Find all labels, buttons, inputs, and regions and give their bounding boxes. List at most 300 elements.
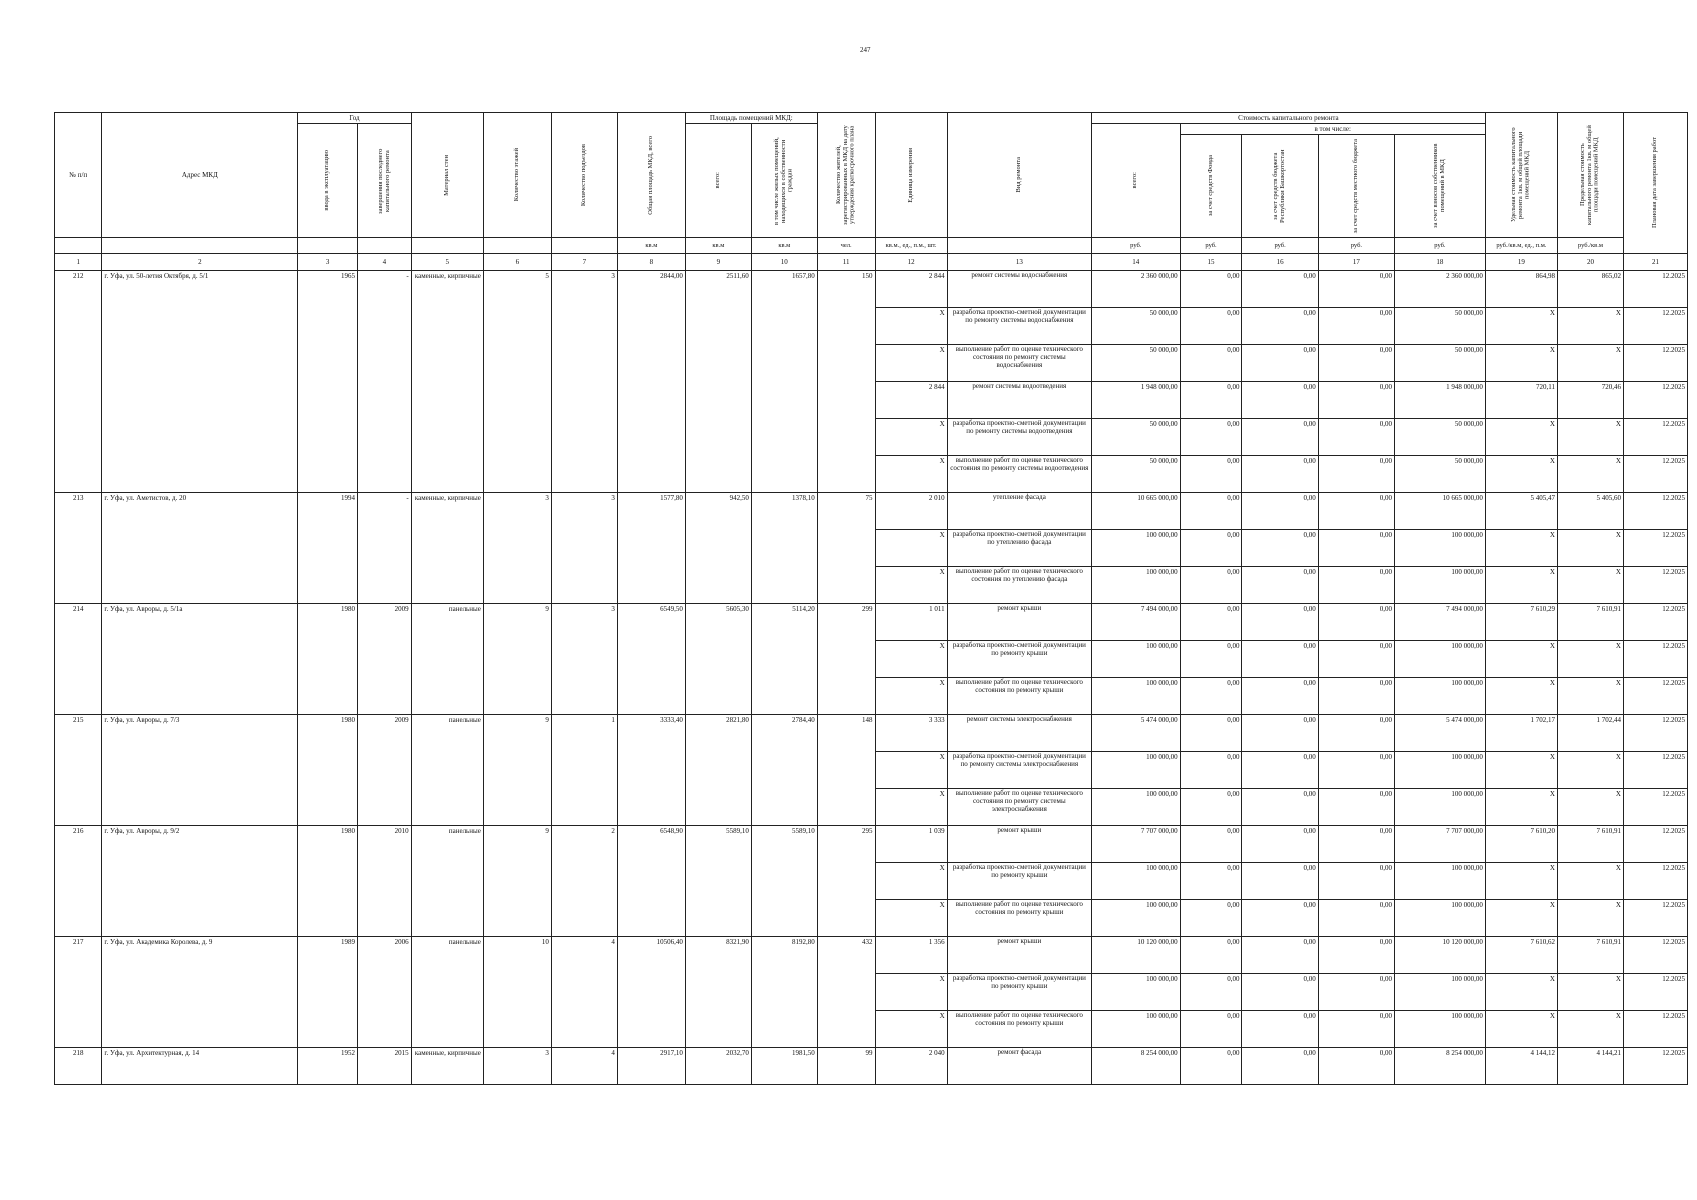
row-residents: 299 [817, 604, 875, 715]
table-row [55, 1048, 1688, 1085]
work-cost-total: 50 000,00 [1091, 419, 1180, 456]
work-cost-local: 0,00 [1318, 493, 1394, 530]
work-cost-republic: 0,00 [1242, 1011, 1318, 1048]
work-cost-fund: 0,00 [1180, 1048, 1242, 1085]
unit-area-total: кв.м [685, 238, 751, 254]
work-plan-date: 12.2025 [1623, 604, 1687, 641]
work-type: ремонт крыши [947, 826, 1091, 863]
unit-max-cost: руб./кв.м [1557, 238, 1623, 254]
work-unit: X [875, 789, 947, 826]
row-total-area: 2917,10 [617, 1048, 685, 1085]
row-area-private: 8192,80 [751, 937, 817, 1048]
work-plan-date: 12.2025 [1623, 715, 1687, 752]
row-wall-material: каменные, кирпичные [411, 493, 483, 604]
work-unit-cost: X [1485, 567, 1557, 604]
work-cost-republic: 0,00 [1242, 604, 1318, 641]
work-max-cost: X [1557, 419, 1623, 456]
row-residents: 99 [817, 1048, 875, 1085]
column-number: 14 [1091, 254, 1180, 271]
work-plan-date: 12.2025 [1623, 937, 1687, 974]
table-row [55, 604, 1688, 641]
work-plan-date: 12.2025 [1623, 678, 1687, 715]
work-cost-local: 0,00 [1318, 271, 1394, 308]
work-cost-republic: 0,00 [1242, 900, 1318, 937]
work-unit: 2 844 [875, 271, 947, 308]
work-cost-local: 0,00 [1318, 715, 1394, 752]
work-cost-local: 0,00 [1318, 678, 1394, 715]
column-number: 19 [1485, 254, 1557, 271]
work-cost-local: 0,00 [1318, 937, 1394, 974]
work-max-cost: X [1557, 456, 1623, 493]
row-year-last-repair: - [358, 493, 412, 604]
work-unit: X [875, 1011, 947, 1048]
header-residents: Количество жителей, зарегистрированных в МКД на дату утверждения краткосрочного плана [817, 113, 875, 238]
work-plan-date: 12.2025 [1623, 567, 1687, 604]
work-cost-owners: 10 665 000,00 [1395, 493, 1486, 530]
work-type: разработка проектно-сметной документации по утеплению фасада [947, 530, 1091, 567]
work-type: ремонт крыши [947, 937, 1091, 974]
row-area-total: 942,50 [685, 493, 751, 604]
unit-cost-owners: руб. [1395, 238, 1486, 254]
work-type: ремонт системы водоотведения [947, 382, 1091, 419]
work-cost-owners: 7 707 000,00 [1395, 826, 1486, 863]
column-number: 18 [1395, 254, 1486, 271]
row-area-total: 2511,60 [685, 271, 751, 493]
work-type: выполнение работ по оценке технического состояния по ремонту крыши [947, 1011, 1091, 1048]
work-type: ремонт системы водоснабжения [947, 271, 1091, 308]
work-cost-total: 10 665 000,00 [1091, 493, 1180, 530]
work-max-cost: X [1557, 974, 1623, 1011]
header-work-type: Вид ремонта [947, 113, 1091, 238]
unit-residents: чел. [817, 238, 875, 254]
column-number: 15 [1180, 254, 1242, 271]
work-unit-cost: 4 144,12 [1485, 1048, 1557, 1085]
work-type: выполнение работ по оценке технического состояния по ремонту крыши [947, 678, 1091, 715]
row-address: г. Уфа, ул. Аметистов, д. 20 [102, 493, 298, 604]
work-plan-date: 12.2025 [1623, 641, 1687, 678]
work-cost-total: 50 000,00 [1091, 456, 1180, 493]
header-cost-total: всего: [1091, 124, 1180, 238]
work-cost-total: 8 254 000,00 [1091, 1048, 1180, 1085]
work-type: разработка проектно-сметной документации по ремонту крыши [947, 863, 1091, 900]
row-entrances: 4 [551, 1048, 617, 1085]
column-number: 5 [411, 254, 483, 271]
work-type: разработка проектно-сметной документации по ремонту системы водоотведения [947, 419, 1091, 456]
row-residents: 148 [817, 715, 875, 826]
row-area-total: 8321,90 [685, 937, 751, 1048]
work-plan-date: 12.2025 [1623, 789, 1687, 826]
work-cost-republic: 0,00 [1242, 567, 1318, 604]
work-cost-fund: 0,00 [1180, 974, 1242, 1011]
work-cost-local: 0,00 [1318, 826, 1394, 863]
row-residents: 75 [817, 493, 875, 604]
row-year-last-repair: 2006 [358, 937, 412, 1048]
row-residents: 295 [817, 826, 875, 937]
row-total-area: 2844,00 [617, 271, 685, 493]
table-header [55, 113, 1688, 271]
work-type: ремонт крыши [947, 604, 1091, 641]
work-cost-fund: 0,00 [1180, 382, 1242, 419]
work-unit-cost: X [1485, 752, 1557, 789]
row-year-commission: 1965 [298, 271, 358, 493]
header-area-group: Площадь помещений МКД: [685, 113, 817, 124]
row-number: 214 [55, 604, 102, 715]
row-floors: 9 [483, 715, 551, 826]
work-unit-cost: X [1485, 308, 1557, 345]
column-number: 2 [102, 254, 298, 271]
work-cost-owners: 100 000,00 [1395, 752, 1486, 789]
work-unit-cost: X [1485, 456, 1557, 493]
header-entrances: Количество подъездов [551, 113, 617, 238]
row-floors: 9 [483, 826, 551, 937]
work-max-cost: 865,02 [1557, 271, 1623, 308]
row-area-private: 2784,40 [751, 715, 817, 826]
work-cost-owners: 100 000,00 [1395, 900, 1486, 937]
work-unit-cost: 1 702,17 [1485, 715, 1557, 752]
column-number: 17 [1318, 254, 1394, 271]
work-cost-owners: 100 000,00 [1395, 863, 1486, 900]
work-cost-fund: 0,00 [1180, 604, 1242, 641]
header-cost-owners: за счет взносов собственников помещений в МКД [1395, 135, 1486, 238]
work-cost-local: 0,00 [1318, 530, 1394, 567]
row-wall-material: панельные [411, 937, 483, 1048]
work-plan-date: 12.2025 [1623, 456, 1687, 493]
row-floors: 5 [483, 271, 551, 493]
work-cost-total: 100 000,00 [1091, 641, 1180, 678]
work-unit: X [875, 678, 947, 715]
row-address: г. Уфа, ул. Академика Королева, д. 9 [102, 937, 298, 1048]
work-plan-date: 12.2025 [1623, 974, 1687, 1011]
work-type: утепление фасада [947, 493, 1091, 530]
work-plan-date: 12.2025 [1623, 900, 1687, 937]
work-cost-republic: 0,00 [1242, 493, 1318, 530]
row-entrances: 2 [551, 826, 617, 937]
work-cost-fund: 0,00 [1180, 715, 1242, 752]
work-cost-owners: 2 360 000,00 [1395, 271, 1486, 308]
header-year-commission: ввода в эксплуатацию [298, 124, 358, 238]
header-plan-date: Плановая дата завершения работ [1623, 113, 1687, 254]
row-entrances: 1 [551, 715, 617, 826]
work-unit: 1 011 [875, 604, 947, 641]
work-cost-fund: 0,00 [1180, 752, 1242, 789]
work-unit: X [875, 456, 947, 493]
work-cost-total: 5 474 000,00 [1091, 715, 1180, 752]
work-plan-date: 12.2025 [1623, 345, 1687, 382]
column-number: 11 [817, 254, 875, 271]
page-number: 247 [860, 46, 871, 54]
work-unit: 2 010 [875, 493, 947, 530]
unit-cost-fund: руб. [1180, 238, 1242, 254]
table-row [55, 493, 1688, 530]
work-max-cost: X [1557, 678, 1623, 715]
row-floors: 3 [483, 493, 551, 604]
work-unit-cost: X [1485, 789, 1557, 826]
work-unit-cost: X [1485, 1011, 1557, 1048]
work-cost-total: 50 000,00 [1091, 308, 1180, 345]
work-plan-date: 12.2025 [1623, 826, 1687, 863]
row-area-private: 1657,80 [751, 271, 817, 493]
row-area-private: 1981,50 [751, 1048, 817, 1085]
row-address: г. Уфа, ул. Авроры, д. 7/3 [102, 715, 298, 826]
header-unit-cost: Удельная стоимость капитального ремонта 1кв. м общей площади помещений МКД [1485, 113, 1557, 238]
header-total-area: Общая площадь МКД, всего [617, 113, 685, 238]
work-max-cost: X [1557, 308, 1623, 345]
row-address: г. Уфа, ул. Авроры, д. 5/1а [102, 604, 298, 715]
work-max-cost: X [1557, 1011, 1623, 1048]
work-cost-total: 100 000,00 [1091, 900, 1180, 937]
work-cost-owners: 100 000,00 [1395, 567, 1486, 604]
column-number: 4 [358, 254, 412, 271]
row-year-commission: 1994 [298, 493, 358, 604]
work-plan-date: 12.2025 [1623, 308, 1687, 345]
work-plan-date: 12.2025 [1623, 419, 1687, 456]
work-cost-republic: 0,00 [1242, 345, 1318, 382]
work-cost-republic: 0,00 [1242, 937, 1318, 974]
header-year-last-repair: завершения последнего капитального ремонта [358, 124, 412, 238]
column-number: 13 [947, 254, 1091, 271]
work-unit-cost: X [1485, 530, 1557, 567]
row-floors: 10 [483, 937, 551, 1048]
work-unit: X [875, 900, 947, 937]
work-cost-local: 0,00 [1318, 789, 1394, 826]
row-total-area: 6548,90 [617, 826, 685, 937]
work-unit-cost: 7 610,20 [1485, 826, 1557, 863]
row-year-last-repair: 2009 [358, 604, 412, 715]
work-unit: 1 356 [875, 937, 947, 974]
work-cost-fund: 0,00 [1180, 271, 1242, 308]
work-cost-owners: 100 000,00 [1395, 641, 1486, 678]
work-cost-owners: 50 000,00 [1395, 456, 1486, 493]
work-max-cost: X [1557, 789, 1623, 826]
work-unit-cost: X [1485, 345, 1557, 382]
work-cost-republic: 0,00 [1242, 752, 1318, 789]
row-year-commission: 1980 [298, 715, 358, 826]
work-cost-local: 0,00 [1318, 456, 1394, 493]
work-cost-republic: 0,00 [1242, 308, 1318, 345]
work-cost-total: 50 000,00 [1091, 345, 1180, 382]
column-numbers-row [55, 254, 1688, 271]
row-number: 218 [55, 1048, 102, 1085]
work-cost-local: 0,00 [1318, 567, 1394, 604]
work-cost-fund: 0,00 [1180, 530, 1242, 567]
row-entrances: 4 [551, 937, 617, 1048]
row-residents: 150 [817, 271, 875, 493]
work-max-cost: X [1557, 530, 1623, 567]
work-cost-local: 0,00 [1318, 752, 1394, 789]
row-area-private: 5114,20 [751, 604, 817, 715]
work-cost-republic: 0,00 [1242, 789, 1318, 826]
header-wall-material: Материал стен [411, 113, 483, 238]
column-number: 21 [1623, 254, 1687, 271]
work-cost-local: 0,00 [1318, 863, 1394, 900]
work-unit: 2 040 [875, 1048, 947, 1085]
work-max-cost: 5 405,60 [1557, 493, 1623, 530]
row-entrances: 3 [551, 604, 617, 715]
unit-area-private: кв.м [751, 238, 817, 254]
work-plan-date: 12.2025 [1623, 752, 1687, 789]
work-max-cost: 7 610,91 [1557, 937, 1623, 974]
work-unit: X [875, 752, 947, 789]
work-type: разработка проектно-сметной документации по ремонту крыши [947, 641, 1091, 678]
work-cost-fund: 0,00 [1180, 308, 1242, 345]
work-max-cost: 720,46 [1557, 382, 1623, 419]
header-year-group: Год [298, 113, 411, 124]
work-cost-republic: 0,00 [1242, 863, 1318, 900]
work-unit-cost: X [1485, 641, 1557, 678]
work-cost-republic: 0,00 [1242, 641, 1318, 678]
row-total-area: 6549,50 [617, 604, 685, 715]
work-type: выполнение работ по оценке технического состояния по ремонту системы электроснабжения [947, 789, 1091, 826]
work-cost-fund: 0,00 [1180, 419, 1242, 456]
work-cost-fund: 0,00 [1180, 900, 1242, 937]
work-cost-republic: 0,00 [1242, 419, 1318, 456]
header-cost-fund: за счет средств Фонда [1180, 135, 1242, 238]
work-max-cost: X [1557, 863, 1623, 900]
work-cost-total: 100 000,00 [1091, 752, 1180, 789]
work-type: выполнение работ по оценке технического состояния по ремонту системы водоотведения [947, 456, 1091, 493]
work-unit-cost: 7 610,29 [1485, 604, 1557, 641]
row-area-total: 2821,80 [685, 715, 751, 826]
work-unit: X [875, 974, 947, 1011]
column-number: 3 [298, 254, 358, 271]
work-cost-fund: 0,00 [1180, 641, 1242, 678]
work-cost-republic: 0,00 [1242, 456, 1318, 493]
table-row [55, 826, 1688, 863]
column-number: 16 [1242, 254, 1318, 271]
work-type: выполнение работ по оценке технического состояния по ремонту крыши [947, 900, 1091, 937]
header-cost-local: за счет средств местного бюджета [1318, 135, 1394, 238]
column-number: 12 [875, 254, 947, 271]
row-year-last-repair: 2010 [358, 826, 412, 937]
work-cost-local: 0,00 [1318, 974, 1394, 1011]
row-address: г. Уфа, ул. Авроры, д. 9/2 [102, 826, 298, 937]
work-cost-local: 0,00 [1318, 308, 1394, 345]
work-cost-republic: 0,00 [1242, 974, 1318, 1011]
row-entrances: 3 [551, 493, 617, 604]
header-num: № п/п [55, 113, 102, 238]
work-cost-owners: 100 000,00 [1395, 1011, 1486, 1048]
work-cost-owners: 100 000,00 [1395, 974, 1486, 1011]
work-type: ремонт системы электроснабжения [947, 715, 1091, 752]
work-cost-republic: 0,00 [1242, 678, 1318, 715]
work-max-cost: 4 144,21 [1557, 1048, 1623, 1085]
work-cost-republic: 0,00 [1242, 271, 1318, 308]
row-address: г. Уфа, ул. 50-летия Октября, д. 5/1 [102, 271, 298, 493]
work-cost-total: 100 000,00 [1091, 678, 1180, 715]
row-area-private: 5589,10 [751, 826, 817, 937]
row-residents: 432 [817, 937, 875, 1048]
row-total-area: 1577,80 [617, 493, 685, 604]
work-unit: 1 039 [875, 826, 947, 863]
unit-unit-cost: руб./кв.м, ед., п.м. [1485, 238, 1557, 254]
unit-cost-total: руб. [1091, 238, 1180, 254]
row-wall-material: панельные [411, 715, 483, 826]
work-unit-cost: X [1485, 678, 1557, 715]
column-number: 7 [551, 254, 617, 271]
row-year-last-repair: 2015 [358, 1048, 412, 1085]
work-cost-republic: 0,00 [1242, 1048, 1318, 1085]
work-max-cost: X [1557, 752, 1623, 789]
work-cost-fund: 0,00 [1180, 1011, 1242, 1048]
work-cost-owners: 50 000,00 [1395, 345, 1486, 382]
work-cost-total: 100 000,00 [1091, 530, 1180, 567]
column-number: 6 [483, 254, 551, 271]
work-cost-total: 1 948 000,00 [1091, 382, 1180, 419]
work-cost-total: 100 000,00 [1091, 1011, 1180, 1048]
work-type: выполнение работ по оценке технического состояния по утеплению фасада [947, 567, 1091, 604]
row-number: 215 [55, 715, 102, 826]
row-number: 217 [55, 937, 102, 1048]
work-plan-date: 12.2025 [1623, 1048, 1687, 1085]
table-row [55, 937, 1688, 974]
work-unit-cost: 720,11 [1485, 382, 1557, 419]
work-cost-owners: 10 120 000,00 [1395, 937, 1486, 974]
unit-unit: кв.м., ед., п.м., шт. [875, 238, 947, 254]
header-units-row [55, 238, 1688, 254]
header-cost-group: Стоимость капитального ремонта [1091, 113, 1485, 124]
work-unit-cost: 864,98 [1485, 271, 1557, 308]
work-plan-date: 12.2025 [1623, 530, 1687, 567]
row-year-commission: 1989 [298, 937, 358, 1048]
work-unit: X [875, 641, 947, 678]
row-floors: 3 [483, 1048, 551, 1085]
row-area-total: 2032,70 [685, 1048, 751, 1085]
column-number: 10 [751, 254, 817, 271]
work-cost-republic: 0,00 [1242, 382, 1318, 419]
row-area-private: 1378,10 [751, 493, 817, 604]
row-wall-material: панельные [411, 604, 483, 715]
work-cost-fund: 0,00 [1180, 789, 1242, 826]
work-plan-date: 12.2025 [1623, 382, 1687, 419]
work-cost-fund: 0,00 [1180, 493, 1242, 530]
work-cost-fund: 0,00 [1180, 345, 1242, 382]
column-number: 20 [1557, 254, 1623, 271]
work-cost-owners: 100 000,00 [1395, 789, 1486, 826]
work-cost-total: 7 707 000,00 [1091, 826, 1180, 863]
header-cost-republic: за счет средств бюджета Республики Башкортостан [1242, 135, 1318, 238]
work-cost-local: 0,00 [1318, 345, 1394, 382]
row-wall-material: каменные, кирпичные [411, 271, 483, 493]
row-area-total: 5605,30 [685, 604, 751, 715]
work-type: разработка проектно-сметной документации по ремонту системы водоснабжения [947, 308, 1091, 345]
work-cost-fund: 0,00 [1180, 456, 1242, 493]
work-cost-total: 10 120 000,00 [1091, 937, 1180, 974]
work-cost-total: 2 360 000,00 [1091, 271, 1180, 308]
work-type: ремонт фасада [947, 1048, 1091, 1085]
work-cost-local: 0,00 [1318, 1048, 1394, 1085]
work-cost-owners: 1 948 000,00 [1395, 382, 1486, 419]
work-max-cost: X [1557, 345, 1623, 382]
row-wall-material: панельные [411, 826, 483, 937]
work-max-cost: X [1557, 567, 1623, 604]
repair-plan-table [54, 112, 1688, 1085]
work-cost-owners: 8 254 000,00 [1395, 1048, 1486, 1085]
header-address: Адрес МКД [102, 113, 298, 238]
work-cost-owners: 5 474 000,00 [1395, 715, 1486, 752]
table-row [55, 715, 1688, 752]
work-cost-fund: 0,00 [1180, 678, 1242, 715]
row-total-area: 3333,40 [617, 715, 685, 826]
work-cost-republic: 0,00 [1242, 826, 1318, 863]
work-cost-fund: 0,00 [1180, 826, 1242, 863]
work-max-cost: 7 610,91 [1557, 826, 1623, 863]
work-cost-local: 0,00 [1318, 641, 1394, 678]
work-cost-local: 0,00 [1318, 900, 1394, 937]
row-number: 212 [55, 271, 102, 493]
work-cost-owners: 7 494 000,00 [1395, 604, 1486, 641]
work-cost-local: 0,00 [1318, 382, 1394, 419]
work-unit-cost: X [1485, 863, 1557, 900]
